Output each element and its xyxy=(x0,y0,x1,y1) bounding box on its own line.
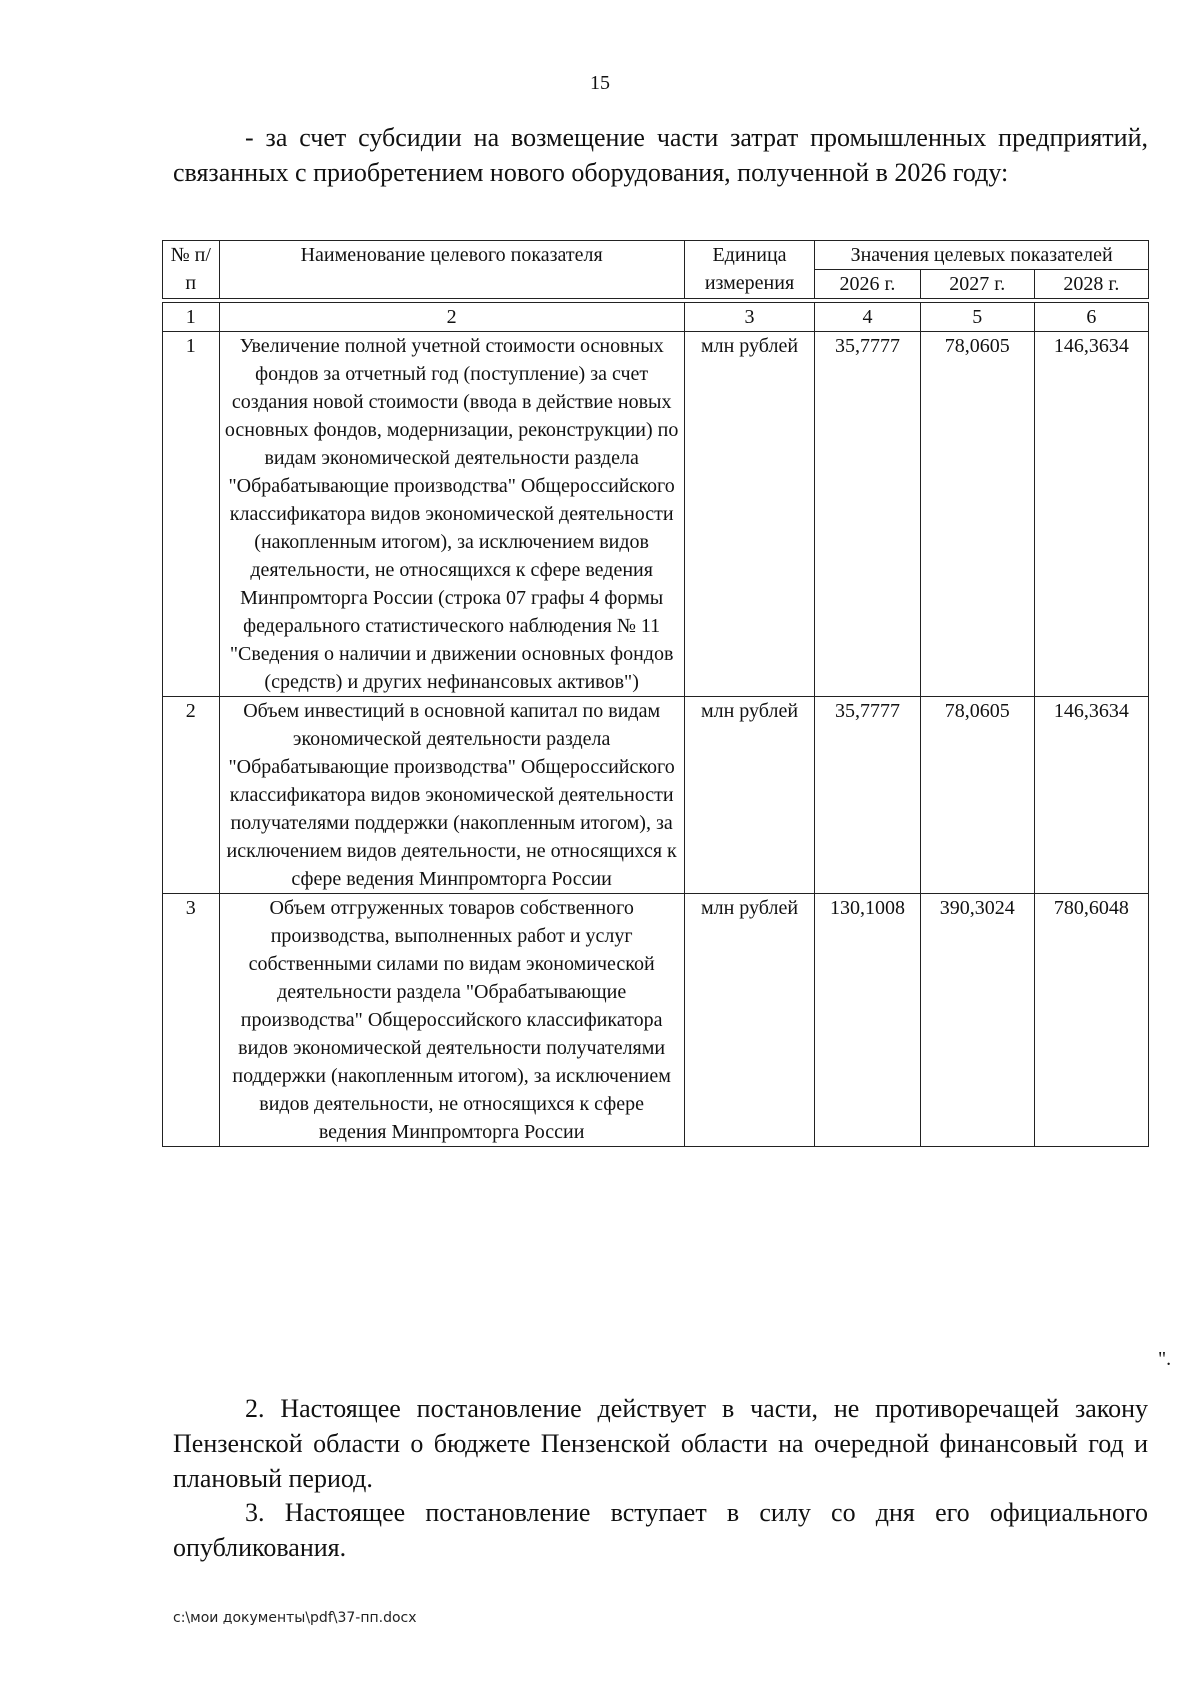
row-unit: млн рублей xyxy=(684,894,814,1147)
header-num: № п/п xyxy=(163,241,220,299)
header-values-group: Значения целевых показателей xyxy=(815,241,1149,270)
paragraph-2: 2. Настоящее постановление действует в части, не противоречащей закону Пензенской области о бюджете Пензенской области на очередной финансовый год и плановый период. xyxy=(173,1394,1148,1493)
table-row xyxy=(163,894,1149,1147)
row-num: 1 xyxy=(163,332,220,697)
row-num: 3 xyxy=(163,894,220,1147)
intro-paragraph: - за счет субсидии на возмещение части затрат промышленных предприятий, связанных с приобретением нового оборудования, полученной в 2026 году: xyxy=(173,123,1148,187)
row-value-2028: 146,3634 xyxy=(1034,332,1148,697)
row-indicator-name: Объем инвестиций в основной капитал по видам экономической деятельности раздела "Обрабатывающие производства" Общероссийского классификатора видов экономической деятельности получателями поддержки (накопленным итогом), за исключением видов деятельности, не относящихся к сфере ведения Минпромторга России xyxy=(219,697,684,894)
header-year-2028: 2028 г. xyxy=(1034,270,1148,299)
row-value-2028: 146,3634 xyxy=(1034,697,1148,894)
col-number: 1 xyxy=(163,303,220,332)
closing-quote-mark: ". xyxy=(1158,1348,1172,1370)
row-value-2026: 35,7777 xyxy=(815,697,920,894)
row-num: 2 xyxy=(163,697,220,894)
table-row xyxy=(163,697,1149,894)
col-number: 4 xyxy=(815,303,920,332)
table-header-row xyxy=(163,241,1149,270)
row-indicator-name: Объем отгруженных товаров собственного производства, выполненных работ и услуг собственными силами по видам экономической деятельности раздела "Обрабатывающие производства" Общероссийского классификатора видов экономической деятельности получателями поддержки (накопленным итогом), за исключением видов деятельности, не относящихся к сфере ведения Минпромторга России xyxy=(219,894,684,1147)
row-unit: млн рублей xyxy=(684,697,814,894)
row-indicator-name: Увеличение полной учетной стоимости основных фондов за отчетный год (поступление) за счет создания новой стоимости (ввода в действие новых основных фондов, модернизации, реконструкции) по видам экономической деятельности раздела "Обрабатывающие производства" Общероссийского классификатора видов экономической деятельности (накопленным итогом), за исключением видов деятельности, не относящихся к сфере ведения Минпромторга России (строка 07 графы 4 формы федерального статистического наблюдения № 11 "Сведения о наличии и движении основных фондов (средств) и других нефинансовых активов") xyxy=(219,332,684,697)
col-number: 2 xyxy=(219,303,684,332)
row-value-2027: 78,0605 xyxy=(920,332,1034,697)
paragraph-3: 3. Настоящее постановление вступает в силу со дня его официального опубликования. xyxy=(173,1498,1148,1562)
file-path-footer: c:\мои документы\pdf\37-пп.docx xyxy=(173,1610,417,1626)
col-number: 5 xyxy=(920,303,1034,332)
col-number: 3 xyxy=(684,303,814,332)
col-number: 6 xyxy=(1034,303,1148,332)
header-year-2027: 2027 г. xyxy=(920,270,1034,299)
header-name: Наименование целевого показателя xyxy=(219,241,684,299)
indicators-table xyxy=(162,240,1149,1147)
header-unit: Единица измерения xyxy=(684,241,814,299)
row-value-2026: 130,1008 xyxy=(815,894,920,1147)
table-row xyxy=(163,332,1149,697)
row-value-2028: 780,6048 xyxy=(1034,894,1148,1147)
header-year-2026: 2026 г. xyxy=(815,270,920,299)
row-value-2027: 78,0605 xyxy=(920,697,1034,894)
row-unit: млн рублей xyxy=(684,332,814,697)
page-number: 15 xyxy=(590,72,610,94)
row-value-2026: 35,7777 xyxy=(815,332,920,697)
column-numbers-row xyxy=(163,303,1149,332)
row-value-2027: 390,3024 xyxy=(920,894,1034,1147)
